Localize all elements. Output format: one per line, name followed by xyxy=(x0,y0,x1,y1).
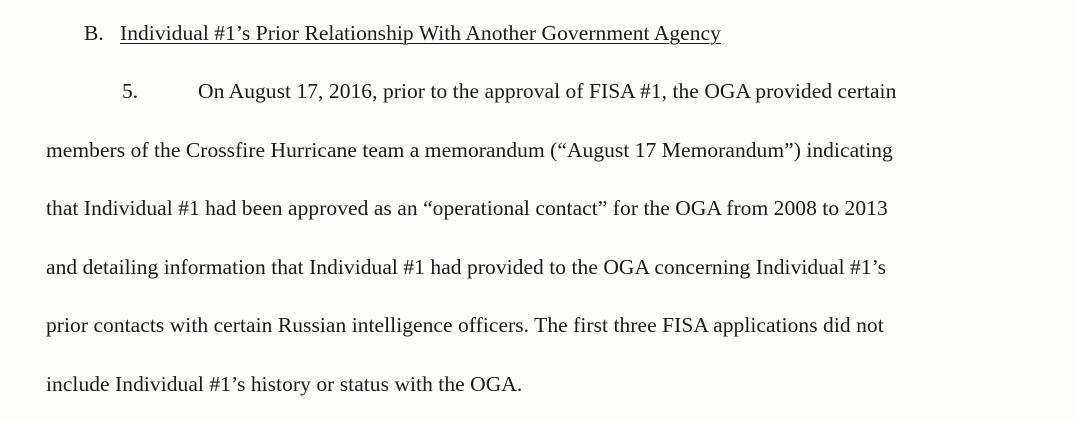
section-heading xyxy=(84,19,721,47)
paragraph-line-2: members of the Crossfire Hurricane team a memorandum (“August 17 Memorandum”) indicating xyxy=(46,138,893,162)
paragraph-line-3: that Individual #1 had been approved as an “operational contact” for the OGA from 2008 to 2013 xyxy=(46,196,888,220)
section-letter: B. xyxy=(84,21,104,45)
paragraph-line-6: include Individual #1’s history or status with the OGA. xyxy=(46,372,523,396)
paragraph-line-4: and detailing information that Individual #1 had provided to the OGA concerning Individual #1’s xyxy=(46,255,887,279)
paragraph-number: 5. xyxy=(122,79,139,103)
paragraph-line-5: prior contacts with certain Russian intelligence officers. The first three FISA applications did not xyxy=(46,313,884,337)
section-title: Individual #1’s Prior Relationship With Another Government Agency xyxy=(120,21,721,45)
paragraph-line-1: On August 17, 2016, prior to the approval of FISA #1, the OGA provided certain xyxy=(198,79,897,103)
